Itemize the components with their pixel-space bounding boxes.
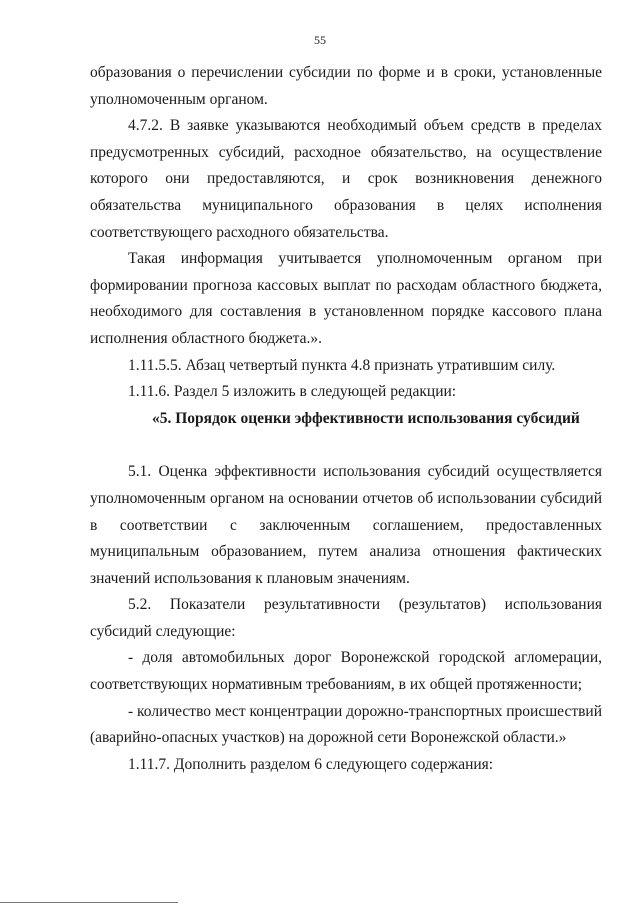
list-item-roads-share: - доля автомобильных дорог Воронежской городской агломерации, соответствующих нормативным требованиям, в их общей протяженности; xyxy=(90,649,602,694)
document-body xyxy=(90,60,602,778)
paragraph-4-7-2: 4.7.2. В заявке указываются необходимый объем средств в пределах предусмотренных субсидий, расходное обязательство, на осуществление которого они предоставляются, и срок возникновения денежного обязательства муниципального образования в целях исполнения соответствующего расходного обязательства. xyxy=(90,117,602,241)
paragraph-1-11-5-5: 1.11.5.5. Абзац четвертый пункта 4.8 признать утратившим силу. xyxy=(128,356,556,374)
paragraph-5-1: 5.1. Оценка эффективности использования субсидий осуществляется уполномоченным органом на основании отчетов об использовании субсидий в соответствии с заключенным соглашением, предоставленных муниципальным образованием, путем анализа отношения фактических значений использования к плановым значениям. xyxy=(90,463,602,587)
paragraph-continuation: образования о перечислении субсидии по форме и в сроки, установленные уполномоченным органом. xyxy=(90,64,602,108)
paragraph-1-11-6: 1.11.6. Раздел 5 изложить в следующей редакции: xyxy=(128,383,457,401)
bottom-rule xyxy=(0,902,178,903)
paragraph-information: Такая информация учитывается уполномоченным органом при формировании прогноза кассовых выплат по расходам областного бюджета, необходимого для составления в установленном порядке кассового плана исполнения областного бюджета.». xyxy=(90,250,602,347)
section-5-heading: «5. Порядок оценки эффективности использования субсидий xyxy=(152,409,580,427)
paragraph-5-2: 5.2. Показатели результативности (результатов) использования субсидий следующие: xyxy=(90,596,602,640)
list-item-accident-sites: - количество мест концентрации дорожно-транспортных происшествий (аварийно-опасных участков) на дорожной сети Воронежской области.» xyxy=(90,702,602,747)
paragraph-1-11-7: 1.11.7. Дополнить разделом 6 следующего содержания: xyxy=(128,755,494,773)
page-number: 55 xyxy=(314,33,326,47)
spacer xyxy=(90,432,602,459)
